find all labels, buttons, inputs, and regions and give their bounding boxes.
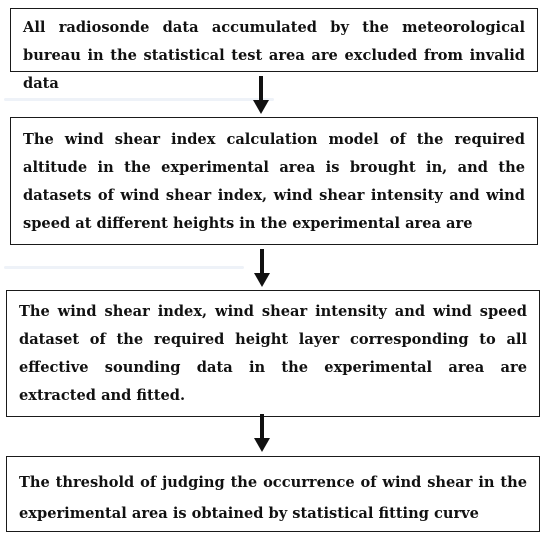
arrow-down-icon xyxy=(253,76,269,114)
faint-artifact-line xyxy=(4,98,274,101)
step-text-3: The wind shear index, wind shear intensity and wind speed dataset of the required height layer corresponding to all effective sounding data in the experimental area are extracted and fitted. xyxy=(19,303,527,404)
step-box-4 xyxy=(6,456,540,532)
step-box-1 xyxy=(10,8,538,92)
step-text-1: All radiosonde data accumulated by the meteorological bureau in the statistical test area are excluded from invalid data xyxy=(23,19,525,92)
step-box-2 xyxy=(10,117,538,245)
arrow-down-icon xyxy=(254,249,270,287)
step-box-3 xyxy=(6,290,540,417)
arrow-down-icon xyxy=(254,414,270,452)
step-text-4: The threshold of judging the occurrence of wind shear in the experimental area is obtained by statistical fitting curve xyxy=(19,474,527,522)
faint-artifact-line xyxy=(4,266,244,269)
step-text-2: The wind shear index calculation model of the required altitude in the experimental area is brought in, and the datasets of wind shear index, wind shear intensity and wind speed at different heights in the experimental area are xyxy=(23,131,525,232)
